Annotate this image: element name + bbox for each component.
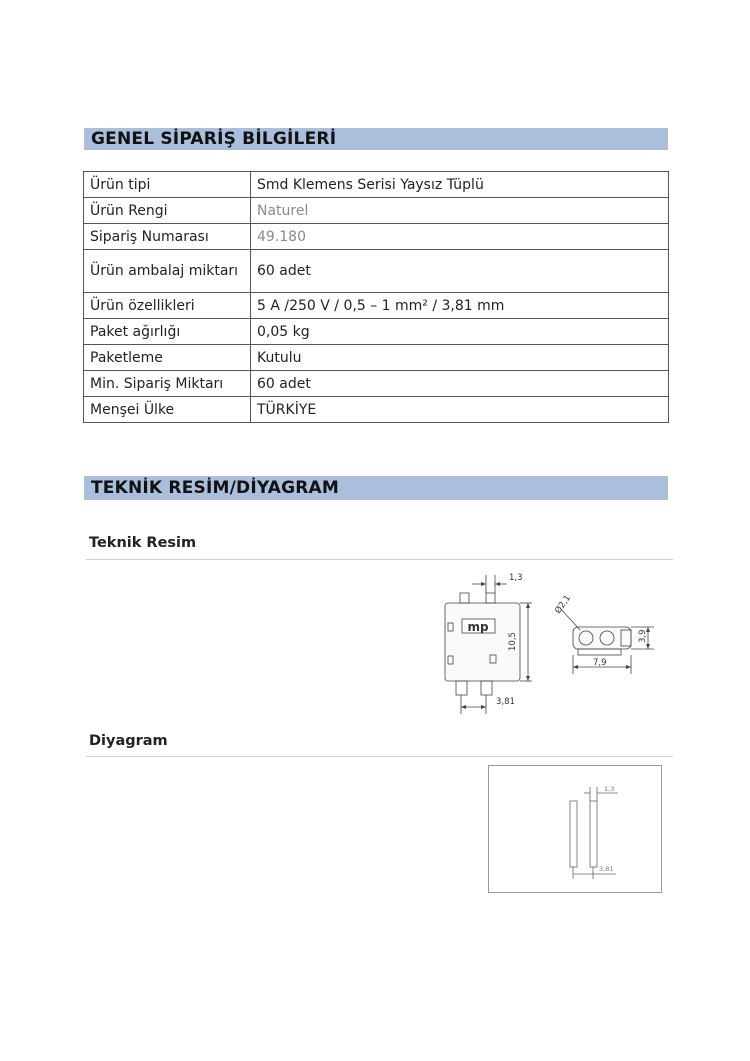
spec-value: 0,05 kg: [251, 319, 669, 345]
top-pin-left: [460, 593, 469, 603]
spec-label: Ürün tipi: [84, 172, 251, 198]
top-pin-right: [486, 593, 495, 603]
bottom-pin-left: [456, 681, 467, 695]
table-row: [84, 198, 669, 224]
diagram-dim-bottom: 3,81: [599, 865, 614, 873]
spec-value: 60 adet: [251, 371, 669, 397]
dim-side-width: 7,9: [593, 658, 607, 668]
table-row: [84, 319, 669, 345]
technical-drawing: [420, 564, 670, 724]
technical-drawing-heading: Teknik Resim: [89, 535, 197, 551]
table-row: [84, 397, 669, 423]
table-row: [84, 371, 669, 397]
dim-hole-diameter: Ø2,1: [553, 593, 574, 616]
spec-value: Naturel: [251, 198, 669, 224]
spec-label: Paketleme: [84, 345, 251, 371]
spec-value: Kutulu: [251, 345, 669, 371]
spec-value: 5 A /250 V / 0,5 – 1 mm² / 3,81 mm: [251, 293, 669, 319]
section-title-technical: TEKNİK RESİM/DİYAGRAM: [84, 476, 668, 500]
spec-table: [83, 171, 669, 423]
logo-text: mp: [467, 620, 489, 634]
spec-value: 49.180: [251, 224, 669, 250]
table-row: [84, 172, 669, 198]
spec-label: Menşei Ülke: [84, 397, 251, 423]
table-row: [84, 345, 669, 371]
diagram-figure: [488, 765, 662, 893]
terminal-body-side: [573, 627, 631, 655]
table-row: [84, 250, 669, 293]
spec-label: Ürün ambalaj miktarı: [84, 250, 251, 293]
dim-side-height: 3,9: [638, 629, 648, 643]
table-row: [84, 293, 669, 319]
dim-height: 10,5: [508, 632, 518, 651]
spec-label: Ürün özellikleri: [84, 293, 251, 319]
table-row: [84, 224, 669, 250]
divider: [86, 756, 673, 757]
bottom-pin-right: [481, 681, 492, 695]
diagram-dim-top: 1,3: [604, 785, 615, 793]
diagram-heading: Diyagram: [89, 733, 168, 749]
spec-label: Ürün Rengi: [84, 198, 251, 224]
dim-pitch: 3,81: [496, 697, 515, 707]
divider: [86, 559, 673, 560]
spec-value: 60 adet: [251, 250, 669, 293]
spec-value: TÜRKİYE: [251, 397, 669, 423]
spec-label: Paket ağırlığı: [84, 319, 251, 345]
section-title-general: GENEL SİPARİŞ BİLGİLERİ: [84, 128, 668, 150]
spec-label: Min. Sipariş Miktarı: [84, 371, 251, 397]
dim-pin-width: 1,3: [509, 573, 523, 583]
spec-value: Smd Klemens Serisi Yaysız Tüplü: [251, 172, 669, 198]
spec-label: Sipariş Numarası: [84, 224, 251, 250]
